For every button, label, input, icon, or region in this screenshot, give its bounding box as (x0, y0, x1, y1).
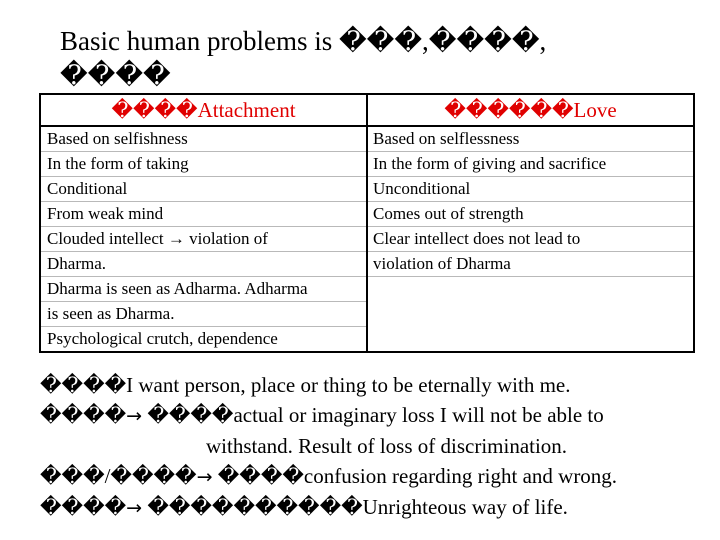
love-line: Based on selflessness (368, 127, 693, 152)
title-line-1: Basic human problems is ���,����, (60, 26, 547, 56)
note-3-term: ���/���� (40, 464, 197, 488)
comparison-table (40, 94, 694, 352)
note-3 (40, 461, 710, 492)
right-arrow-icon: → (126, 497, 143, 519)
attachment-line: is seen as Dharma. (41, 302, 366, 327)
note-4-text: ����������Unrighteous way of life. (147, 495, 568, 519)
note-2-text: ����actual or imaginary loss I will not be able to (147, 403, 604, 427)
slide-title (60, 24, 700, 92)
note-3-text: ����confusion regarding right and wrong. (217, 464, 618, 488)
love-line: Comes out of strength (368, 202, 693, 227)
note-1: ����I want person, place or thing to be eternally with me. (40, 373, 571, 397)
right-arrow-icon: → (196, 466, 213, 488)
attachment-line: From weak mind (41, 202, 366, 227)
note-2 (40, 400, 710, 431)
header-love: ������Love (444, 98, 617, 122)
attachment-line: Conditional (41, 177, 366, 202)
right-arrow-icon: → (126, 405, 143, 427)
attachment-column (41, 127, 368, 351)
attachment-line: In the form of taking (41, 152, 366, 177)
note-2-continued: withstand. Result of loss of discrimination. (206, 434, 568, 458)
note-4-term: ���� (40, 495, 127, 519)
love-line: Unconditional (368, 177, 693, 202)
table-header-row (41, 95, 693, 127)
header-attachment: ����Attachment (41, 95, 368, 125)
love-line: Clear intellect does not lead to (368, 227, 693, 252)
title-line-2: ���� (60, 60, 171, 90)
attachment-line: Psychological crutch, dependence (47, 329, 278, 348)
love-column (368, 127, 693, 351)
table-body-row (41, 127, 693, 351)
love-line: In the form of giving and sacrifice (368, 152, 693, 177)
notes-block (40, 370, 710, 523)
love-line: violation of Dharma (368, 252, 693, 277)
note-2-term: ���� (40, 403, 127, 427)
note-4 (40, 492, 710, 523)
attachment-line: Dharma. (41, 252, 366, 277)
attachment-line: Dharma is seen as Adharma. Adharma (41, 277, 366, 302)
attachment-line: Clouded intellect → violation of (41, 227, 366, 252)
attachment-line: Based on selfishness (41, 127, 366, 152)
